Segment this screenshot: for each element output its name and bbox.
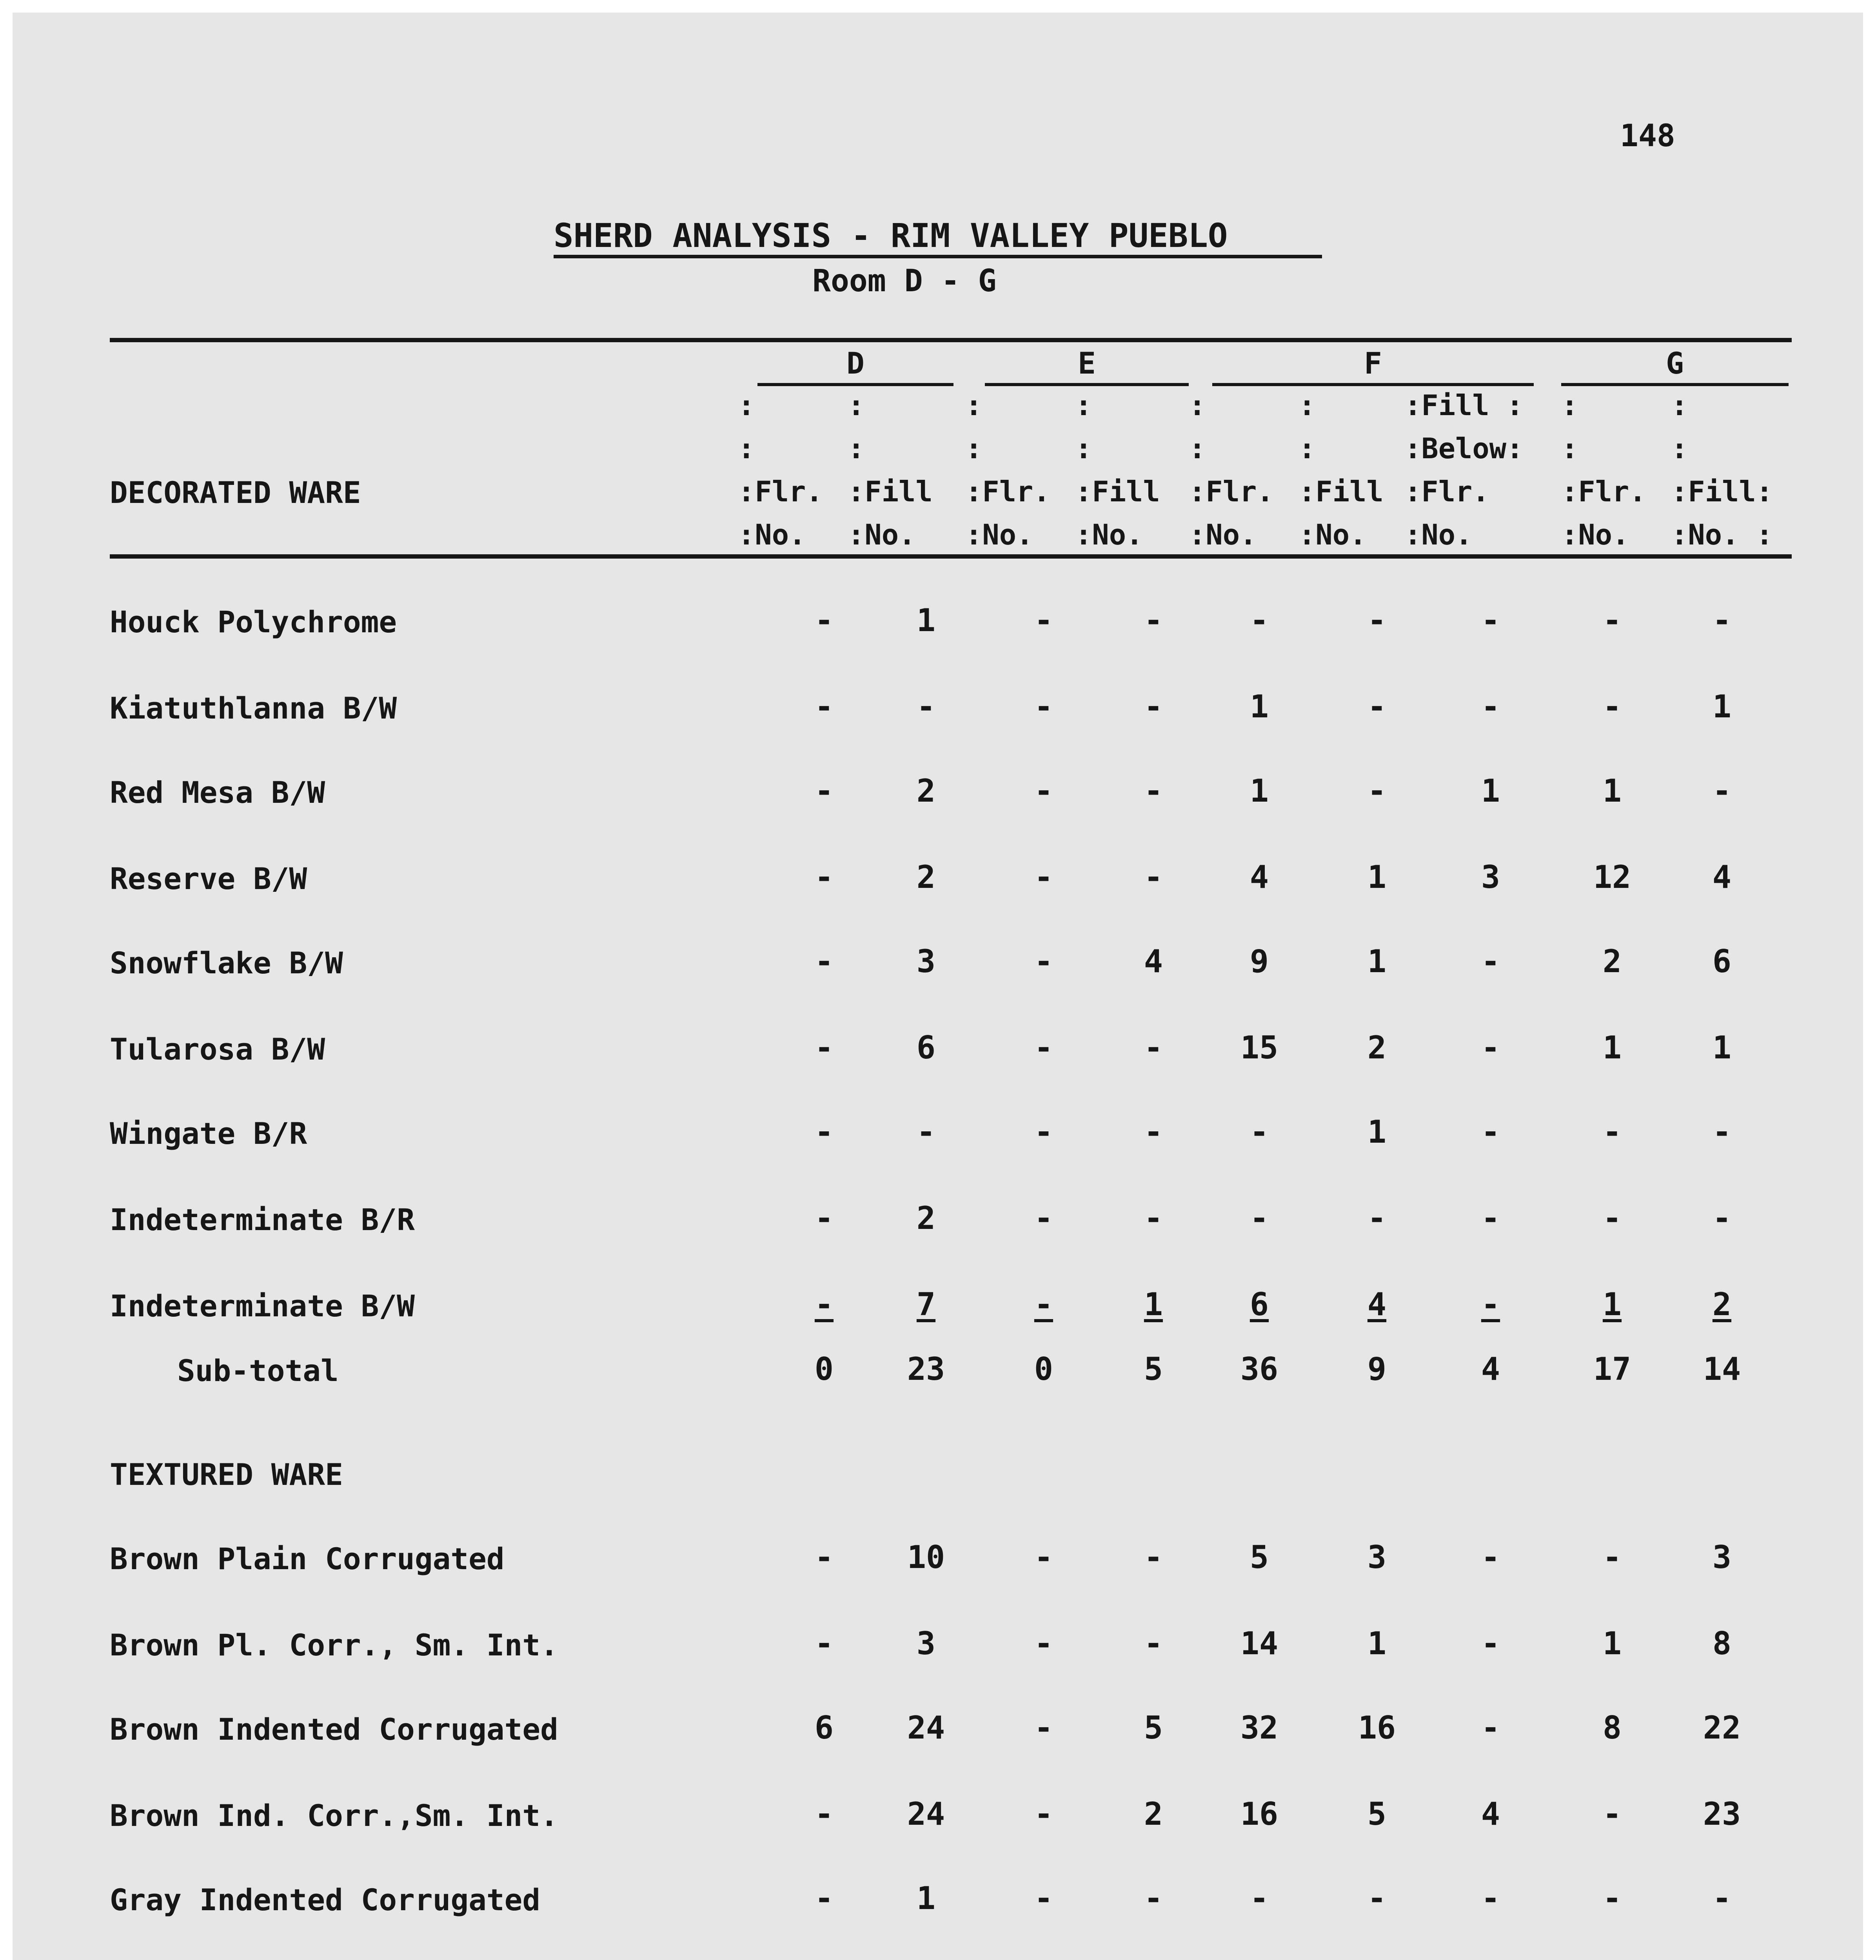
table-cell: 7 (916, 1286, 936, 1323)
table-cell: 1 (1481, 773, 1500, 809)
subtotal-cell: 0 (814, 1351, 834, 1387)
table-cell: - (1144, 1200, 1163, 1236)
textured-row-label: Brown Ind. Corr.,Sm. Int. (110, 1798, 558, 1833)
table-cell: 1 (1249, 773, 1269, 809)
column-header-cell: : (848, 432, 865, 465)
column-header-cell: :Flr. (1189, 475, 1274, 508)
table-cell: - (1712, 1114, 1732, 1150)
table-cell: 3 (1481, 859, 1500, 895)
document-subtitle: Room D - G (812, 263, 997, 299)
column-group-e: E (1078, 346, 1096, 381)
document-page (13, 13, 1863, 1960)
column-header-cell: : (1561, 432, 1578, 465)
column-header-cell: : (1671, 389, 1688, 422)
table-cell: 4 (1481, 1796, 1500, 1832)
decorated-row-label: Indeterminate B/R (110, 1202, 415, 1237)
textured-row-label: Gray Indented Corrugated (110, 1882, 541, 1917)
table-cell: - (814, 1539, 834, 1575)
subtotal-cell: 17 (1593, 1351, 1631, 1387)
table-cell: 2 (1712, 1286, 1732, 1323)
table-cell: - (1367, 1200, 1387, 1236)
table-cell: - (814, 943, 834, 980)
column-group-d: D (846, 346, 864, 381)
column-group-rule (1212, 383, 1534, 386)
table-cell: 2 (916, 773, 936, 809)
table-cell: 14 (1240, 1625, 1279, 1662)
decorated-row-label: Snowflake B/W (110, 946, 343, 980)
table-cell: - (1034, 1625, 1053, 1662)
table-cell: - (1602, 602, 1622, 639)
column-header-cell: :No. (965, 518, 1033, 551)
table-cell: 1 (1367, 943, 1387, 980)
decorated-row-label: Reserve B/W (110, 861, 307, 896)
subtotal-cell: 36 (1240, 1351, 1279, 1387)
table-cell: - (1034, 1200, 1053, 1236)
decorated-ware-heading: DECORATED WARE (110, 475, 361, 510)
column-header-cell: : (1075, 389, 1092, 422)
subtotal-label: Sub-total (177, 1353, 339, 1388)
column-header-cell: : (1075, 432, 1092, 465)
column-header-cell: : (1189, 389, 1206, 422)
column-header-cell: : (965, 389, 982, 422)
column-group-f: F (1364, 346, 1382, 381)
table-cell: - (1481, 1880, 1500, 1916)
column-header-cell: : (1298, 389, 1316, 422)
table-cell: - (1144, 773, 1163, 809)
table-cell: 4 (1712, 859, 1732, 895)
column-header-cell: :Fill (1075, 475, 1160, 508)
table-cell: 3 (1712, 1539, 1732, 1575)
column-header-cell: :Below: (1404, 432, 1524, 465)
subtotal-cell: 5 (1144, 1351, 1163, 1387)
column-header-cell: :Flr. (1404, 475, 1489, 508)
textured-row-label: Brown Indented Corrugated (110, 1712, 558, 1747)
table-cell: 2 (916, 1200, 936, 1236)
column-group-g: G (1666, 346, 1684, 381)
table-cell: - (814, 1880, 834, 1916)
table-cell: - (1481, 602, 1500, 639)
table-cell: - (814, 1625, 834, 1662)
table-cell: - (1144, 1539, 1163, 1575)
table-cell: - (916, 1114, 936, 1150)
table-cell: 5 (1144, 1710, 1163, 1746)
table-cell: - (1034, 688, 1053, 725)
table-cell: 3 (1367, 1539, 1387, 1575)
table-cell: - (814, 1286, 834, 1323)
table-cell: 1 (1602, 1625, 1622, 1662)
table-cell: - (1034, 943, 1053, 980)
table-cell: - (1249, 602, 1269, 639)
column-header-cell: :Fill: (1671, 475, 1773, 508)
table-cell: 3 (916, 1625, 936, 1662)
table-cell: - (1034, 1796, 1053, 1832)
textured-row-label: Brown Plain Corrugated (110, 1541, 505, 1576)
table-cell: - (1481, 1200, 1500, 1236)
table-cell: 1 (1249, 688, 1269, 725)
table-cell: - (814, 1796, 834, 1832)
column-header-cell: : (1561, 389, 1578, 422)
column-header-cell: :No. (1298, 518, 1367, 551)
table-cell: 1 (1367, 1625, 1387, 1662)
column-header-cell: : (738, 432, 755, 465)
column-header-cell: :No. : (1671, 518, 1773, 551)
table-cell: 8 (1602, 1710, 1622, 1746)
column-header-cell: :Flr. (1561, 475, 1646, 508)
table-cell: 8 (1712, 1625, 1732, 1662)
column-group-rule (1561, 383, 1789, 386)
table-cell: 22 (1703, 1710, 1741, 1746)
column-header-cell: :Fill (848, 475, 933, 508)
column-group-rule (985, 383, 1189, 386)
decorated-row-label: Wingate B/R (110, 1116, 307, 1151)
page-number: 148 (1620, 118, 1675, 154)
table-cell: - (1481, 1286, 1500, 1323)
table-cell: - (1144, 688, 1163, 725)
table-cell: - (1034, 773, 1053, 809)
table-cell: 4 (1367, 1286, 1387, 1323)
table-cell: 1 (1712, 688, 1732, 725)
table-cell: - (1034, 1539, 1053, 1575)
table-top-rule (110, 338, 1792, 342)
table-cell: - (814, 688, 834, 725)
decorated-row-label: Kiatuthlanna B/W (110, 691, 397, 726)
table-cell: - (1144, 602, 1163, 639)
table-cell: - (1602, 1200, 1622, 1236)
table-cell: 2 (916, 859, 936, 895)
column-header-cell: : (1671, 432, 1688, 465)
table-cell: - (1602, 1880, 1622, 1916)
table-cell: 2 (1367, 1029, 1387, 1066)
title-underline (554, 255, 1322, 258)
column-header-cell: : (738, 389, 755, 422)
table-cell: - (1144, 859, 1163, 895)
column-header-cell: :No. (848, 518, 916, 551)
table-cell: - (1367, 773, 1387, 809)
table-cell: - (1481, 943, 1500, 980)
decorated-row-label: Red Mesa B/W (110, 775, 325, 810)
subtotal-cell: 9 (1367, 1351, 1387, 1387)
decorated-row-label: Indeterminate B/W (110, 1289, 415, 1323)
table-cell: 23 (1703, 1796, 1741, 1832)
subtotal-cell: 0 (1034, 1351, 1053, 1387)
table-cell: 2 (1602, 943, 1622, 980)
table-cell: - (1481, 1710, 1500, 1746)
column-header-cell: :No. (738, 518, 806, 551)
table-cell: 15 (1240, 1029, 1279, 1066)
column-header-cell: : (1298, 432, 1316, 465)
table-cell: - (814, 1029, 834, 1066)
table-cell: - (1144, 1880, 1163, 1916)
table-cell: - (1034, 602, 1053, 639)
column-header-cell: :Fill : (1404, 389, 1524, 422)
table-cell: - (1712, 773, 1732, 809)
column-header-cell: : (1189, 432, 1206, 465)
table-cell: 6 (1712, 943, 1732, 980)
table-cell: 9 (1249, 943, 1269, 980)
table-cell: - (1481, 1625, 1500, 1662)
table-cell: - (1602, 1796, 1622, 1832)
column-header-cell: :No. (1561, 518, 1629, 551)
table-cell: - (1034, 1286, 1053, 1323)
table-cell: 10 (907, 1539, 945, 1575)
table-cell: 6 (814, 1710, 834, 1746)
table-cell: 16 (1358, 1710, 1396, 1746)
table-cell: - (1249, 1880, 1269, 1916)
column-header-cell: : (848, 389, 865, 422)
table-cell: 3 (916, 943, 936, 980)
column-header-cell: : (965, 432, 982, 465)
table-cell: - (1367, 602, 1387, 639)
subtotal-cell: 4 (1481, 1351, 1500, 1387)
table-cell: - (814, 1200, 834, 1236)
table-cell: 4 (1144, 943, 1163, 980)
table-cell: - (1602, 688, 1622, 725)
table-cell: 5 (1367, 1796, 1387, 1832)
table-cell: - (814, 773, 834, 809)
table-cell: 12 (1593, 859, 1631, 895)
table-cell: 1 (916, 602, 936, 639)
table-cell: 1 (1367, 859, 1387, 895)
table-cell: 1 (1602, 1286, 1622, 1323)
table-cell: - (1481, 1029, 1500, 1066)
table-cell: - (1034, 1880, 1053, 1916)
textured-ware-heading: TEXTURED WARE (110, 1457, 343, 1492)
table-cell: 1 (1712, 1029, 1732, 1066)
table-cell: - (1034, 1114, 1053, 1150)
table-cell: - (1481, 688, 1500, 725)
table-cell: - (1712, 602, 1732, 639)
table-cell: 16 (1240, 1796, 1279, 1832)
column-header-cell: :No. (1404, 518, 1473, 551)
table-cell: 1 (1602, 1029, 1622, 1066)
table-cell: 32 (1240, 1710, 1279, 1746)
table-cell: 5 (1249, 1539, 1269, 1575)
column-header-cell: :Flr. (965, 475, 1050, 508)
column-header-cell: :Fill (1298, 475, 1384, 508)
table-cell: - (1367, 688, 1387, 725)
document-title: SHERD ANALYSIS - RIM VALLEY PUEBLO (554, 216, 1228, 255)
header-bottom-rule (110, 554, 1792, 559)
table-cell: - (1602, 1539, 1622, 1575)
table-cell: - (1034, 859, 1053, 895)
decorated-row-label: Tularosa B/W (110, 1032, 325, 1067)
table-cell: 4 (1249, 859, 1269, 895)
table-cell: - (814, 602, 834, 639)
table-cell: - (1034, 1710, 1053, 1746)
table-cell: 24 (907, 1710, 945, 1746)
table-cell: - (1602, 1114, 1622, 1150)
column-header-cell: :No. (1189, 518, 1257, 551)
table-cell: - (1481, 1114, 1500, 1150)
subtotal-cell: 14 (1703, 1351, 1741, 1387)
table-cell: - (1144, 1114, 1163, 1150)
table-cell: - (1712, 1880, 1732, 1916)
table-cell: 6 (916, 1029, 936, 1066)
table-cell: 1 (1144, 1286, 1163, 1323)
table-cell: 1 (1602, 773, 1622, 809)
table-cell: - (1144, 1625, 1163, 1662)
table-cell: - (1249, 1114, 1269, 1150)
column-header-cell: :Flr. (738, 475, 823, 508)
column-header-cell: :No. (1075, 518, 1143, 551)
column-group-rule (757, 383, 953, 386)
textured-row-label: Brown Pl. Corr., Sm. Int. (110, 1628, 558, 1662)
table-cell: 6 (1249, 1286, 1269, 1323)
table-cell: - (814, 859, 834, 895)
table-cell: - (916, 688, 936, 725)
table-cell: 1 (1367, 1114, 1387, 1150)
table-cell: - (814, 1114, 834, 1150)
table-cell: - (1481, 1539, 1500, 1575)
decorated-row-label: Houck Polychrome (110, 604, 397, 639)
table-cell: 1 (916, 1880, 936, 1916)
table-cell: - (1712, 1200, 1732, 1236)
table-cell: - (1144, 1029, 1163, 1066)
table-cell: 2 (1144, 1796, 1163, 1832)
table-cell: - (1034, 1029, 1053, 1066)
table-cell: - (1249, 1200, 1269, 1236)
table-cell: - (1367, 1880, 1387, 1916)
table-cell: 24 (907, 1796, 945, 1832)
subtotal-cell: 23 (907, 1351, 945, 1387)
